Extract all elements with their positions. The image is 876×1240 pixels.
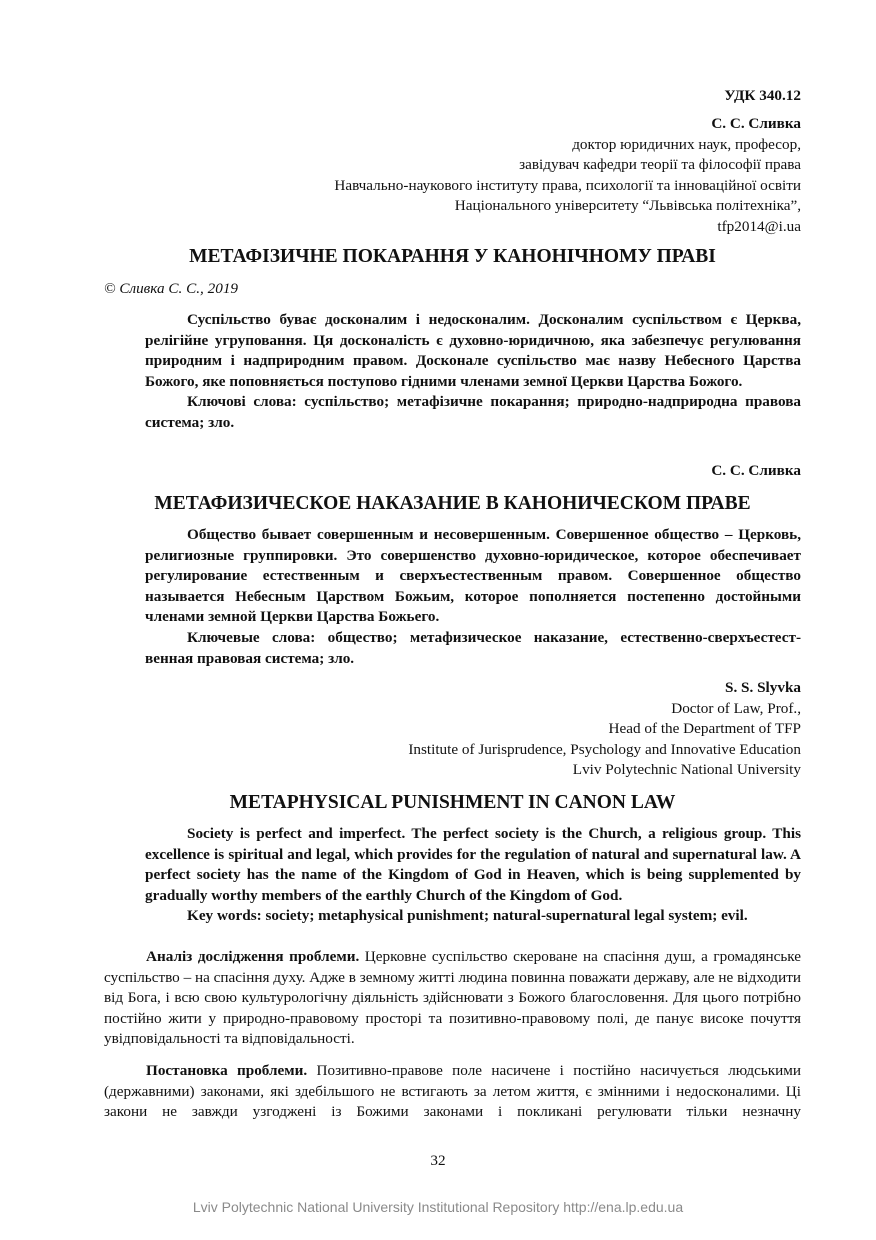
- body-paragraph: [104, 1061, 801, 1123]
- title-ru: МЕТАФИЗИЧЕСКОЕ НАКАЗАНИЕ В КАНОНИЧЕСКОМ ПРАВЕ: [154, 493, 751, 514]
- paragraph-text: Позитивно-правове поле насичене і постійно насичується людськими (державними) законами, які здебільшого не встигають за летом життя, є змінними і недосконалими. Ці закони не завжди узгоджені із Божими законами і покликані регулювати тільки незначну: [104, 1061, 801, 1121]
- author-info-en: [104, 678, 801, 781]
- abstract-text-en: Society is perfect and imperfect. The perfect society is the Church, a religious group. This excellence is spiritual and legal, which provides for the regulation of natural and supernatural law. A perfect society has the name of the Kingdom of God in Heaven, which is being supplemented by gradually worthy members of the earthly Church of the Kingdom of God.: [145, 825, 801, 904]
- author-line: Національного університету “Львівська політехніка”,: [454, 197, 801, 215]
- keywords-ua: Ключові слова: суспільство; метафізичне покарання; природно-надприродна правова система; зло.: [145, 393, 801, 431]
- keywords-en: Key words: society; metaphysical punishment; natural-supernatural legal system; evil.: [187, 907, 748, 925]
- author-name-en: S. S. Slyvka: [725, 679, 801, 696]
- keywords-ru: Ключевые слова: общество; метафизическое наказание, естественно-сверхъестественная правовая система; зло.: [145, 628, 801, 667]
- author-line: Навчально-наукового інституту права, психології та інноваційної освіти: [334, 176, 801, 194]
- page-number: 32: [430, 1152, 446, 1169]
- paragraph-lead: Аналіз дослідження проблеми.: [146, 948, 360, 965]
- paragraph-text: Церковне суспільство скероване на спасіння душ, а громадянське суспільство – на спасіння духу. Адже в земному житті людина повинна поважати державу, але не відходити від Бога, і всю свою культурологічну діяльність здійснювати з Божого благословення. Для цього потрібно постійно жити у природно-правовому просторі та позитивно-правовому полі, де панує високе почуття увідповідальності та відповідальності.: [104, 948, 801, 1048]
- title-en: METAPHYSICAL PUNISHMENT IN CANON LAW: [229, 792, 676, 813]
- author-line: доктор юридичних наук, професор,: [572, 135, 801, 153]
- author-line: Institute of Jurisprudence, Psychology and Innovative Education: [408, 740, 801, 758]
- author-line: Head of the Department of TFP: [608, 720, 801, 738]
- author-line: Lviv Polytechnic National University: [572, 761, 801, 779]
- abstract-ru: [145, 525, 801, 669]
- author-name-ru: С. С. Сливка: [711, 462, 801, 479]
- article-body: [104, 947, 801, 1123]
- author-line: завідувач кафедри теорії та філософії права: [519, 156, 801, 174]
- author-email: tfp2014@i.ua: [717, 217, 801, 235]
- abstract-ua: [145, 310, 801, 434]
- udk-code: УДК 340.12: [724, 87, 801, 104]
- abstract-text-ua: Суспільство буває досконалим і недосконалим. Досконалим суспільством є Церква, релігійне угруповання. Ця досконалість є духовно-юридичною, яка забезпечує регулювання природним і надприродним правом. Досконале суспільство має назву Небесного Царства Божого, яке поповняється поступово гідними членами земної Церкви Царства Божого.: [145, 311, 801, 390]
- author-line: Doctor of Law, Prof.,: [671, 699, 801, 717]
- author-info-ua: [104, 114, 801, 238]
- paragraph-lead: Постановка проблеми.: [146, 1061, 308, 1079]
- author-name-ua: С. С. Сливка: [711, 115, 801, 132]
- abstract-text-ru: Общество бывает совершенным и несовершенным. Совершенное общество – Церковь, религиозные группировки. Это совершенство духовно-юридическое, которое обеспечивает регулирование естественным и сверхъестественным правом. Совершенное общество называется Небесным Царством Божьим, которое пополняется постепенно достойными членами земной Церкви Царства Божьего.: [145, 526, 801, 626]
- repository-footer: Lviv Polytechnic National University Institutional Repository http://ena.lp.edu.ua: [192, 1199, 684, 1215]
- abstract-en: [145, 824, 801, 927]
- body-paragraph: [104, 947, 801, 1050]
- title-ua: МЕТАФІЗИЧНЕ ПОКАРАННЯ У КАНОНІЧНОМУ ПРАВІ: [189, 246, 716, 267]
- copyright-line: © Сливка С. С., 2019: [104, 280, 239, 297]
